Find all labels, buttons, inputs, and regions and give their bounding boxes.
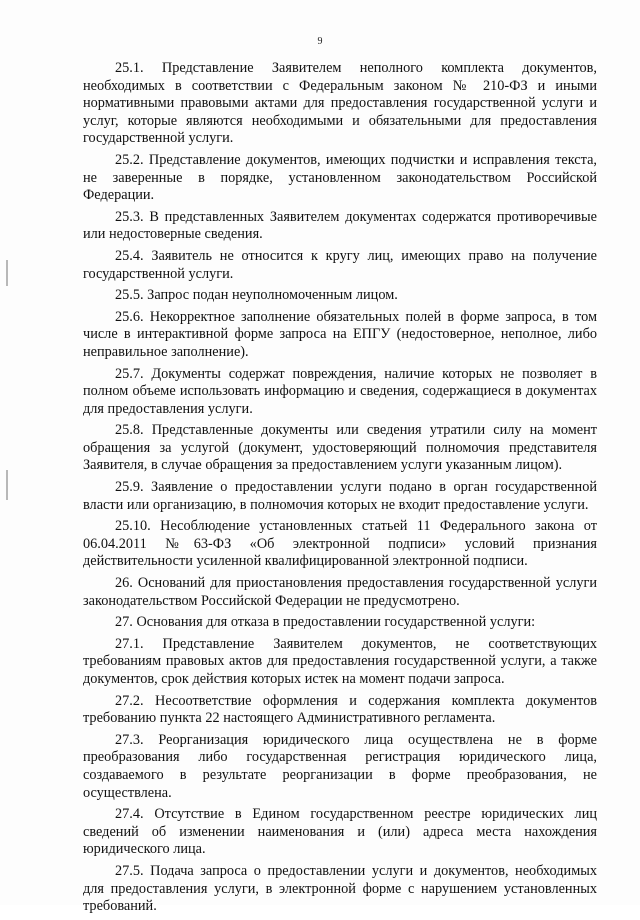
paragraph-27-5: 27.5. Подача запроса о предоставлении услуги и документов, необходимых для предоставления услуги, в электронной форме с нарушением установленных требований. [83,862,597,915]
paragraph-25-10: 25.10. Несоблюдение установленных статьей 11 Федерального закона от 06.04.2011 №63-ФЗ «Об электронной подписи» условий признания действительности усиленной квалифицированной электронной подписи. [83,518,597,570]
page-number: 9 [317,36,323,47]
paragraph-27: 27. Основания для отказа в предоставлении государственной услуги: [115,614,536,631]
paragraph-25-9: 25.9. Заявление о предоставлении услуги подано в орган государственной власти или организацию, в полномочия которых не входит предоставление услуги. [83,479,597,513]
scan-edge-mark [6,470,8,500]
document-body [83,60,597,920]
paragraph-27-3: 27.3. Реорганизация юридического лица осуществлена не в форме преобразования либо государственная регистрация юридического лица, создаваемого в результате реорганизации в форме преобразования, не осуществлена. [83,731,597,801]
paragraph-25-1: 25.1. Представление Заявителем неполного комплекта документов, необходимых в соответствии с Федеральным законом № 210-ФЗ и иными нормативными правовыми актами для предоставления государственной услуги и услуг, которые являются необходимыми и обязательными для предоставления государственной услуги. [83,60,597,147]
paragraph-25-7: 25.7. Документы содержат повреждения, наличие которых не позволяет в полном объеме использовать информацию и сведения, содержащиеся в документах для предоставления услуги. [83,365,597,417]
paragraph-25-6: 25.6. Некорректное заполнение обязательных полей в форме запроса, в том числе в интерактивной форме запроса на ЕПГУ (недостоверное, неполное, либо неправильное заполнение). [83,308,597,360]
paragraph-25-5: 25.5. Запрос подан неуполномоченным лицом. [115,287,398,304]
paragraph-27-4: 27.4. Отсутствие в Едином государственном реестре юридических лиц сведений об изменении наименования и (или) адреса места нахождения юридического лица. [83,806,597,858]
paragraph-26: 26. Оснований для приостановления предоставления государственной услуги законодательством Российской Федерации не предусмотрено. [83,575,597,609]
paragraph-25-8: 25.8. Представленные документы или сведения утратили силу на момент обращения за услугой (документ, удостоверяющий полномочия представителя Заявителя, в случае обращения за предоставлением услуги указанным лицом). [83,422,597,474]
paragraph-25-4: 25.4. Заявитель не относится к кругу лиц, имеющих право на получение государственной услуги. [83,247,597,282]
paragraph-27-2: 27.2. Несоответствие оформления и содержания комплекта документов требованию пункта 22 настоящего Административного регламента. [83,692,597,727]
scan-edge-mark [6,260,8,286]
paragraph-27-1: 27.1. Представление Заявителем документов, не соответствующих требованиям правовых актов для предоставления государственной услуги, а также документов, срок действия которых истек на момент подачи запроса. [83,635,597,687]
paragraph-25-2: 25.2. Представление документов, имеющих подчистки и исправления текста, не заверенные в порядке, установленном законодательством Российской Федерации. [83,151,597,204]
paragraph-25-3: 25.3. В представленных Заявителем документах содержатся противоречивые или недостоверные сведения. [83,208,597,243]
